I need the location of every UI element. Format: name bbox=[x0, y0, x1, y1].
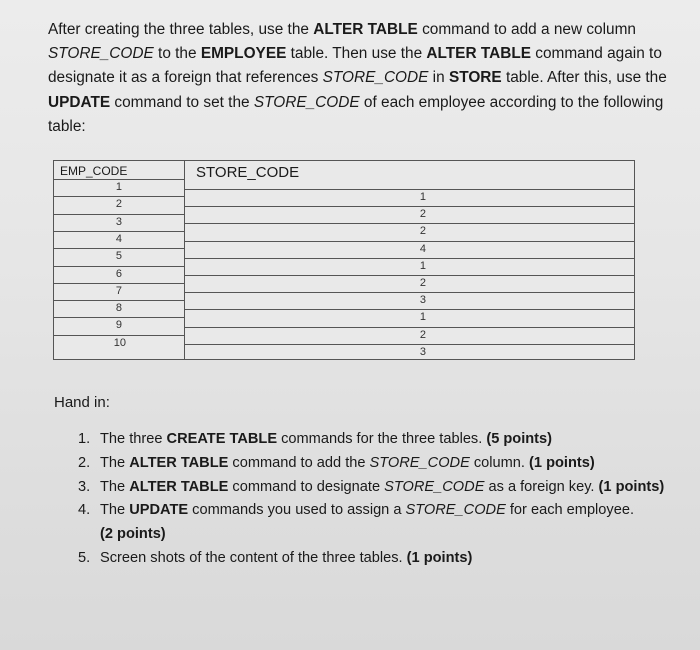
text: command to designate bbox=[228, 478, 385, 495]
points: (5 points) bbox=[486, 431, 553, 447]
text: command to add a new column bbox=[417, 21, 636, 38]
text: The bbox=[100, 454, 130, 471]
emp-code-cell: 7 bbox=[115, 284, 122, 297]
store-code-cell: 3 bbox=[419, 345, 426, 358]
text: for each employee. bbox=[505, 502, 635, 519]
store-code-cell: 2 bbox=[419, 225, 426, 238]
text: command again to designate it as a foreign that references bbox=[48, 45, 662, 87]
right-row-divider bbox=[184, 309, 634, 310]
text: commands for the three tables. bbox=[277, 431, 487, 447]
text: table. Then use the bbox=[286, 45, 427, 63]
item-number: 2. bbox=[78, 454, 91, 471]
points: (1 points) bbox=[406, 549, 473, 566]
handin-title: Hand in: bbox=[54, 394, 110, 411]
text: The bbox=[100, 478, 130, 495]
emp-code-cell: 2 bbox=[115, 198, 122, 211]
list-item bbox=[78, 547, 678, 571]
store-code-cell: 1 bbox=[419, 311, 426, 324]
column-name: STORE_CODE bbox=[405, 502, 506, 519]
store-code-cell: 1 bbox=[419, 259, 426, 272]
instructions-paragraph bbox=[48, 18, 678, 139]
header-store-code: STORE_CODE bbox=[196, 164, 300, 181]
left-row-divider bbox=[54, 196, 184, 197]
left-row-divider bbox=[54, 214, 184, 215]
column-name: STORE_CODE bbox=[253, 93, 360, 111]
emp-code-cell: 1 bbox=[115, 181, 122, 193]
text: Screen shots of the content of the three tables. bbox=[100, 549, 407, 566]
list-item bbox=[78, 476, 678, 500]
text: command to add the bbox=[228, 454, 370, 471]
table-name: STORE bbox=[448, 69, 502, 87]
right-row-divider bbox=[184, 292, 634, 293]
keyword: CREATE TABLE bbox=[166, 431, 278, 447]
left-row-divider bbox=[54, 335, 184, 336]
emp-code-cell: 3 bbox=[115, 215, 122, 228]
points: (1 points) bbox=[529, 454, 595, 471]
text: column. bbox=[469, 454, 530, 471]
item-number: 3. bbox=[78, 478, 91, 495]
points: (2 points) bbox=[100, 526, 166, 543]
table-name: EMPLOYEE bbox=[200, 45, 287, 63]
right-row-divider bbox=[184, 327, 634, 328]
points: (1 points) bbox=[598, 478, 665, 495]
text: The three bbox=[100, 431, 167, 447]
left-row-divider bbox=[54, 248, 184, 249]
store-code-cell: 2 bbox=[419, 328, 426, 341]
header-underline bbox=[54, 179, 184, 180]
column-name: STORE_CODE bbox=[48, 45, 154, 63]
text: After creating the three tables, use the bbox=[48, 21, 314, 38]
text: of each employee according to the following table: bbox=[48, 93, 664, 135]
left-row-divider bbox=[54, 300, 184, 301]
text: to the bbox=[153, 45, 201, 63]
store-code-cell: 2 bbox=[419, 277, 426, 289]
store-code-cell: 2 bbox=[419, 208, 426, 221]
left-row-divider bbox=[54, 283, 184, 284]
keyword: ALTER TABLE bbox=[313, 21, 418, 38]
list-item bbox=[78, 499, 678, 547]
column-name: STORE_CODE bbox=[384, 478, 485, 495]
column-divider bbox=[184, 161, 185, 359]
assignment-table bbox=[53, 160, 635, 360]
right-row-divider bbox=[184, 241, 634, 242]
keyword: ALTER TABLE bbox=[426, 45, 531, 63]
left-row-divider bbox=[54, 231, 184, 232]
item-number: 5. bbox=[78, 549, 91, 566]
store-code-cell: 4 bbox=[419, 242, 426, 255]
left-row-divider bbox=[54, 266, 184, 267]
emp-code-cell: 10 bbox=[113, 336, 126, 349]
right-row-divider bbox=[184, 206, 634, 207]
item-number: 4. bbox=[78, 502, 91, 519]
store-code-cell: 3 bbox=[419, 294, 426, 307]
keyword: UPDATE bbox=[48, 93, 111, 111]
list-item bbox=[78, 428, 678, 452]
column-name: STORE_CODE bbox=[322, 69, 429, 87]
text: command to set the bbox=[110, 93, 254, 111]
text: in bbox=[428, 69, 449, 87]
right-row-divider bbox=[184, 189, 634, 190]
emp-code-cell: 4 bbox=[115, 232, 122, 245]
text: The bbox=[100, 502, 130, 519]
right-row-divider bbox=[184, 223, 634, 224]
right-row-divider bbox=[184, 275, 634, 276]
list-item bbox=[78, 452, 678, 476]
text: commands you used to assign a bbox=[188, 502, 406, 519]
right-row-divider bbox=[184, 344, 634, 345]
item-number: 1. bbox=[78, 431, 91, 447]
emp-code-cell: 8 bbox=[115, 302, 122, 315]
keyword: ALTER TABLE bbox=[129, 454, 229, 471]
keyword: ALTER TABLE bbox=[129, 478, 229, 495]
header-emp-code: EMP_CODE bbox=[60, 164, 128, 178]
emp-code-cell: 6 bbox=[115, 267, 122, 280]
column-name: STORE_CODE bbox=[369, 454, 470, 471]
right-row-divider bbox=[184, 258, 634, 259]
text: table. After this, use the bbox=[501, 69, 667, 87]
keyword: UPDATE bbox=[129, 502, 189, 519]
left-row-divider bbox=[54, 317, 184, 318]
emp-code-cell: 9 bbox=[115, 319, 122, 332]
store-code-cell: 1 bbox=[419, 191, 426, 203]
handin-list bbox=[78, 428, 678, 571]
text: as a foreign key. bbox=[484, 478, 599, 495]
emp-code-cell: 5 bbox=[115, 250, 122, 263]
